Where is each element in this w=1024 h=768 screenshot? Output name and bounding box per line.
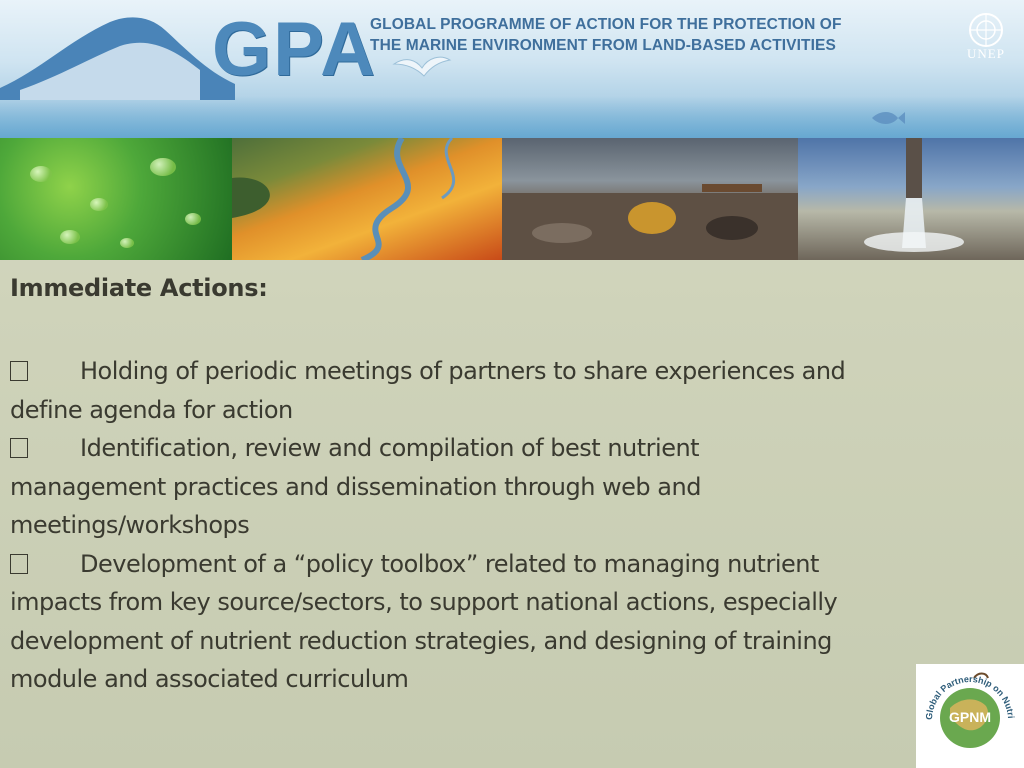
water-drop — [150, 158, 176, 176]
debris-shapes — [502, 138, 798, 260]
action-item-text: meetings/workshops — [10, 511, 250, 539]
slide-content — [10, 272, 960, 699]
action-list — [10, 352, 960, 699]
outfall-pipe-photo — [798, 138, 1024, 260]
gpnm-logo — [916, 664, 1024, 768]
gpa-logo-text: GPA — [212, 7, 378, 92]
action-item-text: Identification, review and compilation of best nutrient — [80, 434, 700, 462]
water-drop — [185, 213, 201, 225]
fish-icon — [870, 108, 906, 128]
gpnm-center-text: GPNM — [949, 709, 991, 725]
programme-line-1: GLOBAL PROGRAMME OF ACTION FOR THE PROTECTION OF — [370, 16, 842, 33]
gpa-banner — [0, 0, 1024, 138]
water-drop — [60, 230, 80, 244]
action-item-text: impacts from key source/sectors, to support national actions, especially — [10, 588, 838, 616]
action-item — [10, 352, 960, 429]
water-drop — [120, 238, 134, 248]
mountain-logo-icon — [0, 0, 240, 100]
bullet-marker-icon — [10, 554, 28, 574]
action-item-text: management practices and dissemination through web and — [10, 472, 701, 501]
river-channel — [232, 138, 502, 260]
polluted-river-delta-photo — [232, 138, 502, 260]
programme-title — [370, 14, 940, 56]
action-item-text: Development of a “policy toolbox” related to managing nutrient — [80, 549, 819, 578]
slide-heading: Immediate Actions: — [10, 274, 268, 302]
littered-shore-photo — [502, 138, 798, 260]
programme-line-2: THE MARINE ENVIRONMENT FROM LAND-BASED ACTIVITIES — [370, 37, 836, 54]
gpnm-arc-text: Global Partnership on Nutri — [923, 673, 1016, 721]
action-item-text: define agenda for action — [10, 395, 293, 424]
bullet-marker-icon — [10, 361, 28, 381]
photo-strip — [0, 138, 1024, 260]
water-drop — [90, 198, 108, 211]
action-item — [10, 545, 960, 699]
outfall-shapes — [798, 138, 1024, 260]
action-item-text: development of nutrient reduction strategies, and designing of training — [10, 626, 832, 655]
gpnm-globe-icon — [916, 664, 1024, 768]
water-drop — [30, 166, 52, 182]
bullet-marker-icon — [10, 438, 28, 458]
action-item — [10, 429, 960, 545]
action-item-text: Holding of periodic meetings of partners to share experiences and — [80, 357, 846, 385]
leaf-water-drops-photo — [0, 138, 232, 260]
action-item-text: module and associated curriculum — [10, 665, 409, 693]
unep-label: UNEP — [967, 46, 1005, 61]
